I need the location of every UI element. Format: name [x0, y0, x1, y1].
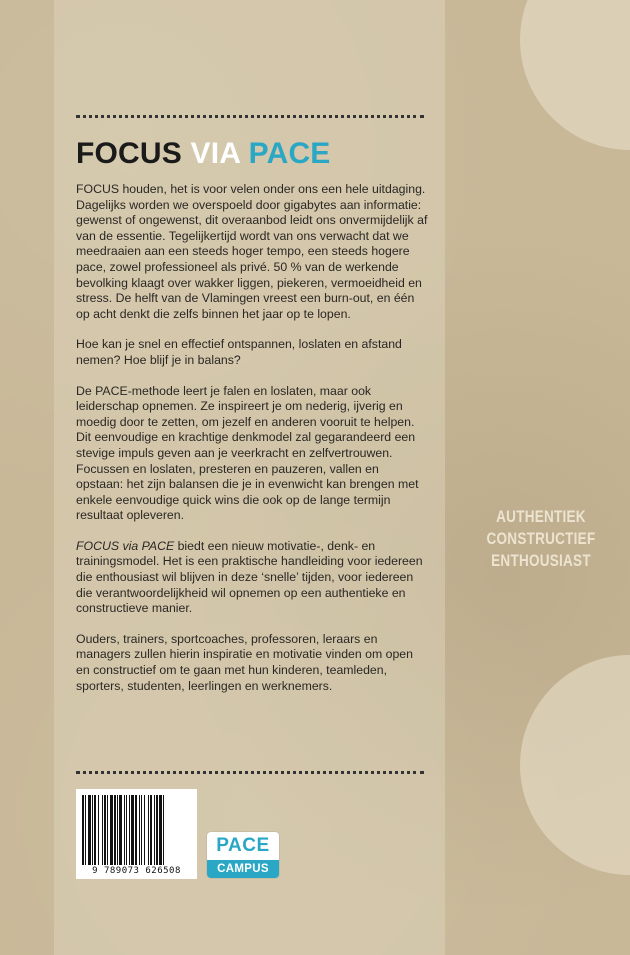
title-focus: FOCUS	[76, 137, 182, 170]
keyword-authentiek: AUTHENTIEK	[496, 508, 586, 526]
paragraph-2-text: Hoe kan je snel en effectief ontspannen, loslaten en afstand nemen? Hoe blijf je in balans?	[76, 337, 402, 367]
paragraph-2	[76, 337, 428, 368]
title-pace: PACE	[248, 137, 331, 170]
title-via: VIA	[190, 137, 241, 170]
paragraph-3	[76, 384, 428, 524]
paragraph-5-text: Ouders, trainers, sportcoaches, professoren, leraars en managers zullen hierin inspiratie en motivatie vinden om open en constructief om te gaan met hun kinderen, teamleden, sporters, studenten, leerlingen en werknemers.	[76, 631, 413, 693]
logo-pace-text: PACE	[207, 832, 279, 860]
paragraph-4-italic-title: FOCUS via PACE	[76, 538, 175, 553]
keyword-enthousiast: ENTHOUSIAST	[491, 552, 591, 570]
dotted-divider-bottom	[76, 771, 424, 774]
logo-campus-text: CAMPUS	[207, 860, 279, 878]
paragraph-4	[76, 539, 428, 617]
paragraph-1	[76, 182, 428, 322]
keyword-constructief: CONSTRUCTIEF	[486, 530, 596, 548]
dotted-divider-top	[76, 115, 424, 118]
blurb-text	[76, 182, 428, 709]
spine-keywords	[468, 506, 614, 572]
book-title	[76, 136, 331, 172]
paragraph-3-text: De PACE-methode leert je falen en loslaten, maar ook leiderschap opnemen. Ze inspireert je om nederig, ijverig en moedig door te zetten, om jezelf en anderen vooruit te helpen. Dit eenvoudige en krachtige denkmodel zal gegarandeerd een stevige impuls geven aan je veerkracht en zelfvertrouwen. Focussen en loslaten, presteren en pauzeren, vallen en opstaan: het zijn balansen die je in evenwicht kan brengen met enkele eenvoudige quick wins die ook op de lange termijn resultaat opleveren.	[76, 383, 419, 523]
paragraph-1-text: FOCUS houden, het is voor velen onder ons een hele uitdaging. Dagelijks worden we overspoeld door gigabytes aan informatie: gewenst of ongewenst, dit overaanbod leidt ons onvermijdelijk af van de essentie. Tegelijkertijd wordt van ons verwacht dat we meedraaien aan een steeds hoger tempo, een steeds hogere pace, zowel professioneel als privé. 50 % van de werkende bevolking klaagt over wakker liggen, piekeren, vermoeidheid en stress. De helft van de Vlamingen vreest een burn-out, en één op acht denkt die zelfs binnen het jaar op te lopen.	[76, 182, 428, 321]
barcode	[76, 789, 197, 879]
pace-campus-logo	[207, 832, 279, 878]
paragraph-4-text: biedt een nieuw motivatie-, denk- en trainingsmodel. Het is een praktische handleiding voor iedereen die enthousiast wil blijven in deze ‘snelle’ tijden, voor iedereen die verantwoordelijkheid wil opnemen op een authentieke en constructieve manier.	[76, 538, 423, 616]
paragraph-5	[76, 632, 428, 694]
isbn-number: 9 789073 626508	[92, 866, 181, 876]
barcode-bars	[82, 795, 191, 865]
